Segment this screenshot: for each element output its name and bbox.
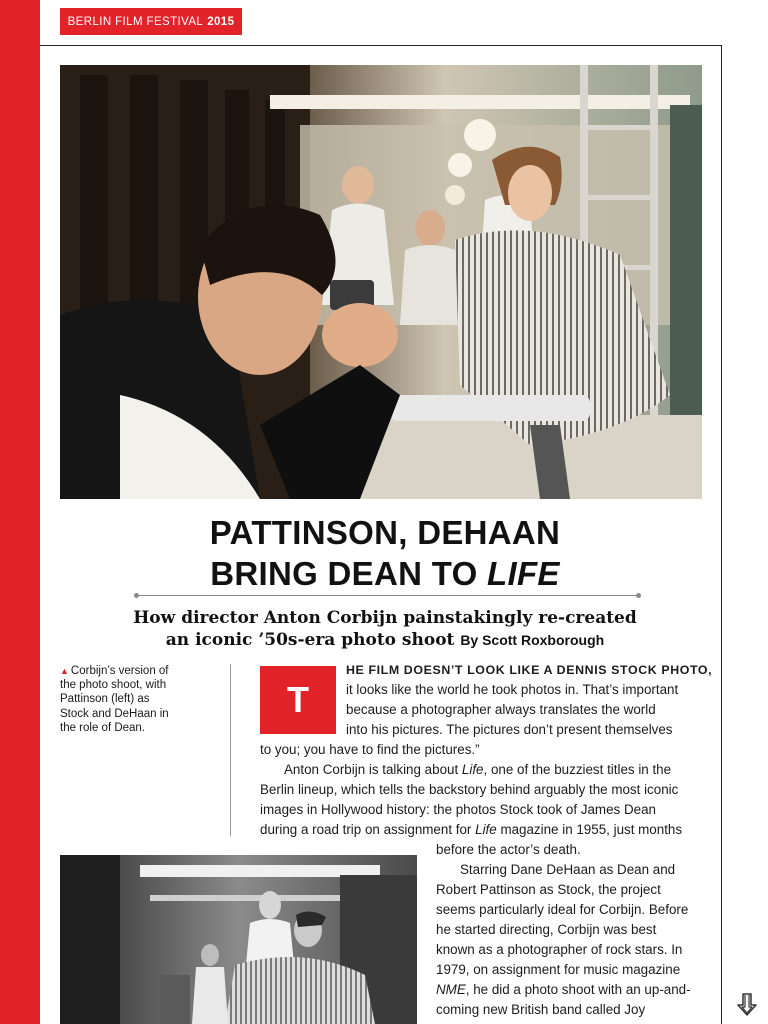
- headline-line-2-prefix: BRING DEAN TO: [210, 555, 488, 592]
- caption-marker-icon: ▲: [60, 666, 69, 676]
- body-text-run: during a road trip on assignment for: [260, 822, 476, 837]
- double-chevron-down-icon: [734, 992, 760, 1018]
- hero-photo: [60, 65, 702, 499]
- body-italic-run: Life: [475, 822, 497, 837]
- body-intro-line: HE FILM DOESN’T LOOK LIKE A DENNIS STOCK PHOTO,: [346, 663, 713, 677]
- body-line: 1979, on assignment for music magazine: [436, 962, 681, 977]
- body-intro-line: because a photographer always translates the world: [346, 702, 656, 717]
- drop-cap: T: [260, 666, 336, 734]
- body-text-run: , one of the buzziest titles in the: [483, 762, 672, 777]
- headline-line-1: PATTINSON, DEHAAN: [209, 514, 561, 551]
- body-text-run: Anton Corbijn is talking about: [284, 762, 462, 777]
- body-line: [436, 980, 708, 1000]
- article-deck: [110, 607, 660, 651]
- body-line: known as a photographer of rock stars. In: [436, 942, 683, 957]
- body-italic-run: NME: [436, 982, 466, 997]
- body-intro-line: it looks like the world he took photos in. That’s important: [346, 682, 679, 697]
- scroll-down-button[interactable]: [732, 990, 762, 1020]
- accent-sidebar: [0, 0, 40, 1024]
- byline: By Scott Roxborough: [460, 632, 605, 648]
- body-line: seems particularly ideal for Corbijn. Before: [436, 902, 689, 917]
- photo-caption: [60, 664, 180, 735]
- body-paragraph-1: [260, 740, 706, 840]
- body-intro: [346, 660, 713, 740]
- section-year: 2015: [207, 15, 235, 28]
- headline-line-2-italic: LIFE: [487, 555, 560, 592]
- section-label: BERLIN FILM FESTIVAL: [67, 15, 204, 28]
- body-text-run: magazine in 1955, just months: [496, 822, 683, 837]
- deck-line-2-text: an iconic ’50s-era photo shoot: [165, 630, 455, 650]
- frame-rule-right: [721, 45, 722, 1024]
- body-line: he started directing, Corbijn was best: [436, 922, 657, 937]
- article-headline: [130, 512, 640, 594]
- deck-line-2: [110, 629, 660, 651]
- body-line: Starring Dane DeHaan as Dean and: [460, 862, 676, 877]
- body-line: to you; you have to find the pictures.”: [260, 742, 480, 757]
- headline-line-2: [130, 553, 640, 594]
- body-line: images in Hollywood history: the photos Stock took of James Dean: [260, 802, 656, 817]
- body-line: Robert Pattinson as Stock, the project: [436, 882, 661, 897]
- archive-photo: [60, 855, 417, 1024]
- body-line: Berlin lineup, which tells the backstory behind arguably the most iconic: [260, 782, 679, 797]
- body-line: [260, 820, 706, 840]
- body-paragraph-2: [436, 840, 708, 1020]
- body-intro-line: into his pictures. The pictures don’t present themselves: [346, 722, 673, 737]
- caption-text: Corbijn’s version of the photo shoot, with Pattinson (left) as Stock and DeHaan in the role of Dean.: [60, 665, 169, 734]
- body-line: before the actor’s death.: [436, 842, 581, 857]
- column-divider: [230, 664, 231, 836]
- body-text-run: , he did a photo shoot with an up-and-: [465, 982, 691, 997]
- body-italic-run: Life: [461, 762, 484, 777]
- frame-rule-top: [40, 45, 722, 46]
- rule-endcap-right: [636, 593, 641, 598]
- body-line: coming new British band called Joy: [436, 1002, 646, 1017]
- section-tag: [60, 8, 242, 35]
- headline-rule: [136, 595, 638, 596]
- deck-line-1: How director Anton Corbijn painstakingly re-created: [133, 608, 637, 628]
- body-line: [260, 760, 706, 780]
